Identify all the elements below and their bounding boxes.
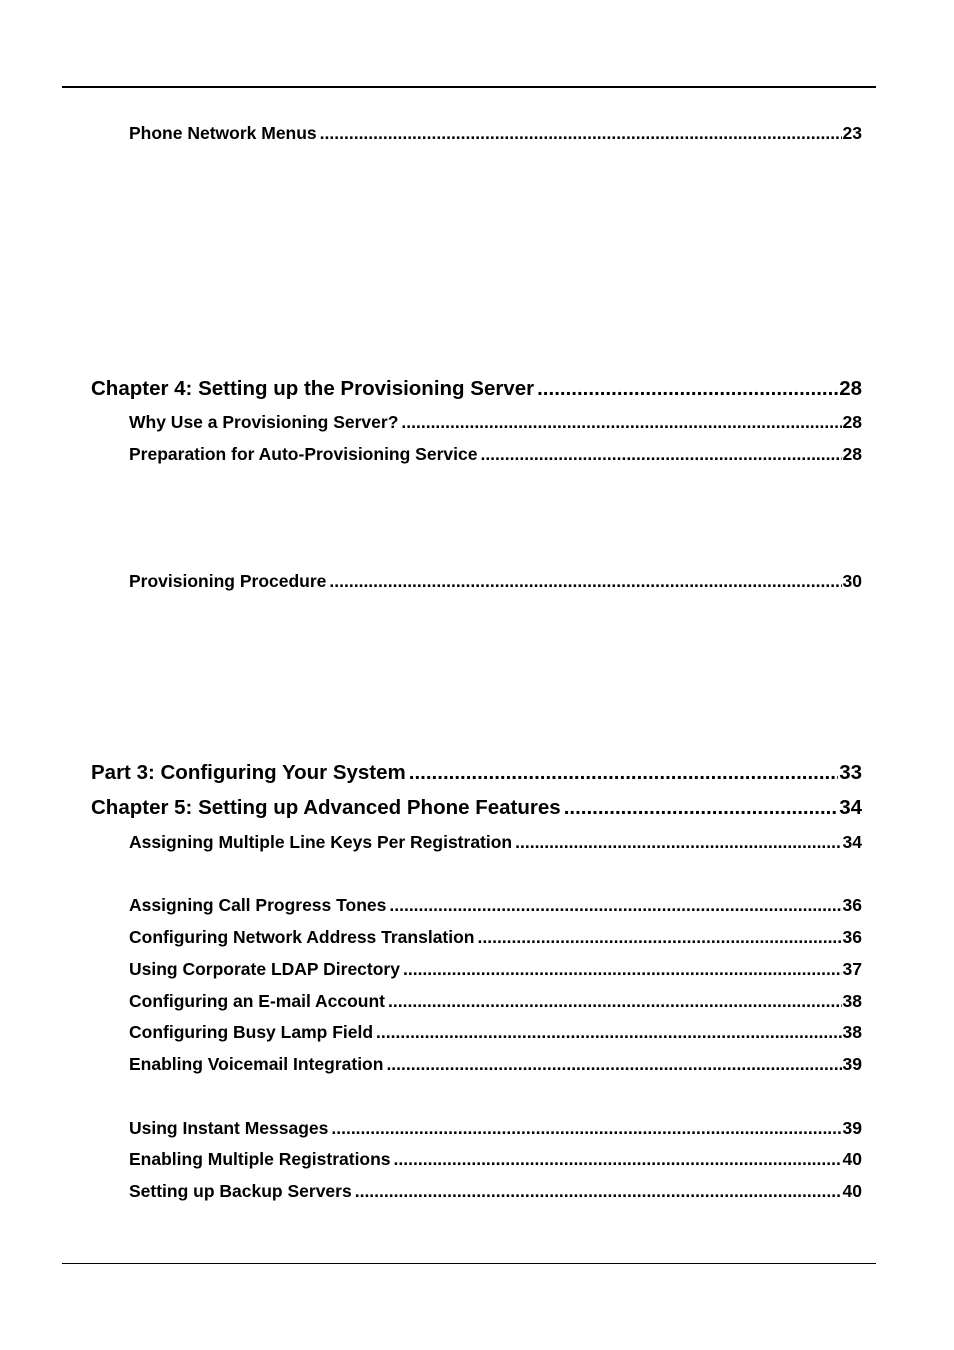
toc-dot-leader	[355, 1181, 842, 1202]
toc-dot-leader	[564, 796, 839, 820]
toc-page-number: 28	[842, 444, 862, 464]
toc-entry[interactable]	[129, 832, 862, 856]
toc-page-number: 34	[839, 796, 862, 819]
toc-entry[interactable]	[129, 1118, 862, 1142]
toc-chapter-entry[interactable]	[91, 796, 862, 824]
toc-dot-leader	[329, 571, 841, 592]
toc-entry-title: Part 3: Configuring Your System	[91, 761, 406, 784]
toc-dot-leader	[480, 444, 841, 465]
toc-dot-leader	[320, 123, 842, 144]
toc-page-number: 37	[842, 959, 862, 979]
toc-entry-title: Using Instant Messages	[129, 1118, 329, 1138]
toc-entry-title: Assigning Multiple Line Keys Per Registration	[129, 832, 513, 852]
toc-entry-title: Setting up Backup Servers	[129, 1181, 352, 1201]
toc-entry-title: Why Use a Provisioning Server?	[129, 412, 399, 432]
toc-entry[interactable]	[129, 412, 862, 436]
toc-entry-title: Enabling Multiple Registrations	[129, 1149, 391, 1169]
toc-entry-title: Assigning Call Progress Tones	[129, 895, 387, 915]
toc-entry-title: Configuring Network Address Translation	[129, 927, 475, 947]
header-rule	[62, 86, 876, 88]
toc-entry[interactable]	[129, 444, 862, 468]
toc-dot-leader	[386, 1054, 841, 1075]
toc-chapter-entry[interactable]	[91, 377, 862, 405]
toc-entry[interactable]	[129, 991, 862, 1015]
toc-entry-title: Provisioning Procedure	[129, 571, 327, 591]
toc-page-number: 36	[842, 895, 862, 915]
toc-page-number: 39	[842, 1054, 862, 1074]
toc-page-number: 23	[842, 123, 862, 143]
toc-entry-title: Configuring an E-mail Account	[129, 991, 386, 1011]
toc-page-number: 34	[842, 832, 862, 852]
toc-entry[interactable]	[129, 1149, 862, 1173]
toc-entry[interactable]	[129, 123, 862, 147]
toc-page-number: 28	[842, 412, 862, 432]
toc-dot-leader	[403, 959, 842, 980]
toc-dot-leader	[331, 1118, 841, 1139]
toc-entry-title: Phone Network Menus	[129, 123, 317, 143]
toc-dot-leader	[394, 1149, 842, 1170]
footer-rule	[62, 1263, 876, 1264]
toc-dot-leader	[537, 377, 838, 401]
toc-dot-leader	[389, 895, 841, 916]
toc-entry[interactable]	[129, 927, 862, 951]
toc-entry[interactable]	[129, 1022, 862, 1046]
toc-entry[interactable]	[129, 1054, 862, 1078]
toc-entry-title: Using Corporate LDAP Directory	[129, 959, 400, 979]
toc-page-number: 36	[842, 927, 862, 947]
toc-page-number: 38	[842, 991, 862, 1011]
toc-dot-leader	[515, 832, 841, 853]
toc-dot-leader	[409, 761, 838, 785]
toc-page-number: 28	[839, 377, 862, 400]
toc-dot-leader	[388, 991, 842, 1012]
toc-page-number: 38	[842, 1022, 862, 1042]
toc-dot-leader	[478, 927, 842, 948]
toc-entry-title: Enabling Voicemail Integration	[129, 1054, 384, 1074]
toc-dot-leader	[376, 1022, 842, 1043]
toc-entry-title: Chapter 5: Setting up Advanced Phone Features	[91, 796, 561, 819]
toc-entry[interactable]	[129, 571, 862, 595]
toc-page-number: 30	[842, 571, 862, 591]
toc-page-number: 40	[842, 1181, 862, 1201]
toc-dot-leader	[401, 412, 841, 433]
toc-entry-title: Chapter 4: Setting up the Provisioning Server	[91, 377, 535, 400]
toc-entry-title: Preparation for Auto-Provisioning Service	[129, 444, 478, 464]
toc-entry[interactable]	[129, 1181, 862, 1205]
toc-part-entry[interactable]	[91, 761, 862, 789]
toc-page-number: 40	[842, 1149, 862, 1169]
toc-page-number: 39	[842, 1118, 862, 1138]
toc-entry-title: Configuring Busy Lamp Field	[129, 1022, 374, 1042]
toc-page-number: 33	[839, 761, 862, 784]
toc-entry[interactable]	[129, 959, 862, 983]
toc-entry[interactable]	[129, 895, 862, 919]
